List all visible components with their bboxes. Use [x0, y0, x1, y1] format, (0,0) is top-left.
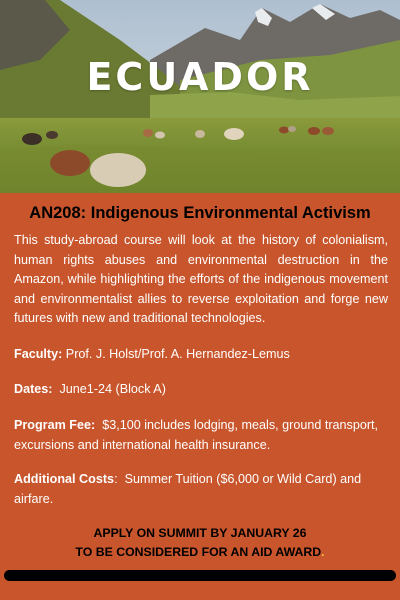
apply-trailing-dot: .	[321, 545, 325, 559]
faculty-label: Faculty:	[14, 347, 63, 361]
additional-costs-line: Additional Costs: Summer Tuition ($6,000 or Wild Card) and airfare.	[14, 472, 362, 506]
dates-label: Dates:	[14, 382, 53, 396]
apply-line-2-wrap	[0, 543, 400, 562]
footer-bar	[4, 570, 396, 581]
fee-value: $3,100 includes lodging, meals, ground transport, excursions and international health insurance.	[14, 418, 379, 452]
course-info-panel	[0, 193, 400, 600]
fee-label: Program Fee:	[14, 418, 96, 432]
fee-line	[14, 416, 390, 455]
hero-title: ECUADOR	[86, 55, 314, 99]
apply-notice	[0, 524, 400, 562]
apply-line-1: APPLY ON SUMMIT BY JANUARY 26	[93, 526, 307, 540]
hero-image	[0, 0, 400, 193]
faculty-line	[14, 345, 390, 365]
course-description: This study-abroad course will look at the history of colonialism, human rights abuses and environmental destruction in the Amazon, while highlighting the efforts of the indigenous movement and environmentalist allies to reverse exploitation and forge new futures with new and traditional technologies.	[14, 233, 388, 325]
dates-value: June1-24 (Block A)	[59, 382, 166, 396]
dates-line	[14, 380, 390, 400]
faculty-value: Prof. J. Holst/Prof. A. Hernandez-Lemus	[65, 347, 290, 361]
costs-label: Additional Costs	[14, 472, 115, 486]
apply-line-2: TO BE CONSIDERED FOR AN AID AWARD	[75, 545, 322, 559]
course-title: AN208: Indigenous Environmental Activism	[29, 204, 371, 222]
costs-value: Summer Tuition ($6,000 or Wild Card) and airfare.	[14, 472, 362, 506]
